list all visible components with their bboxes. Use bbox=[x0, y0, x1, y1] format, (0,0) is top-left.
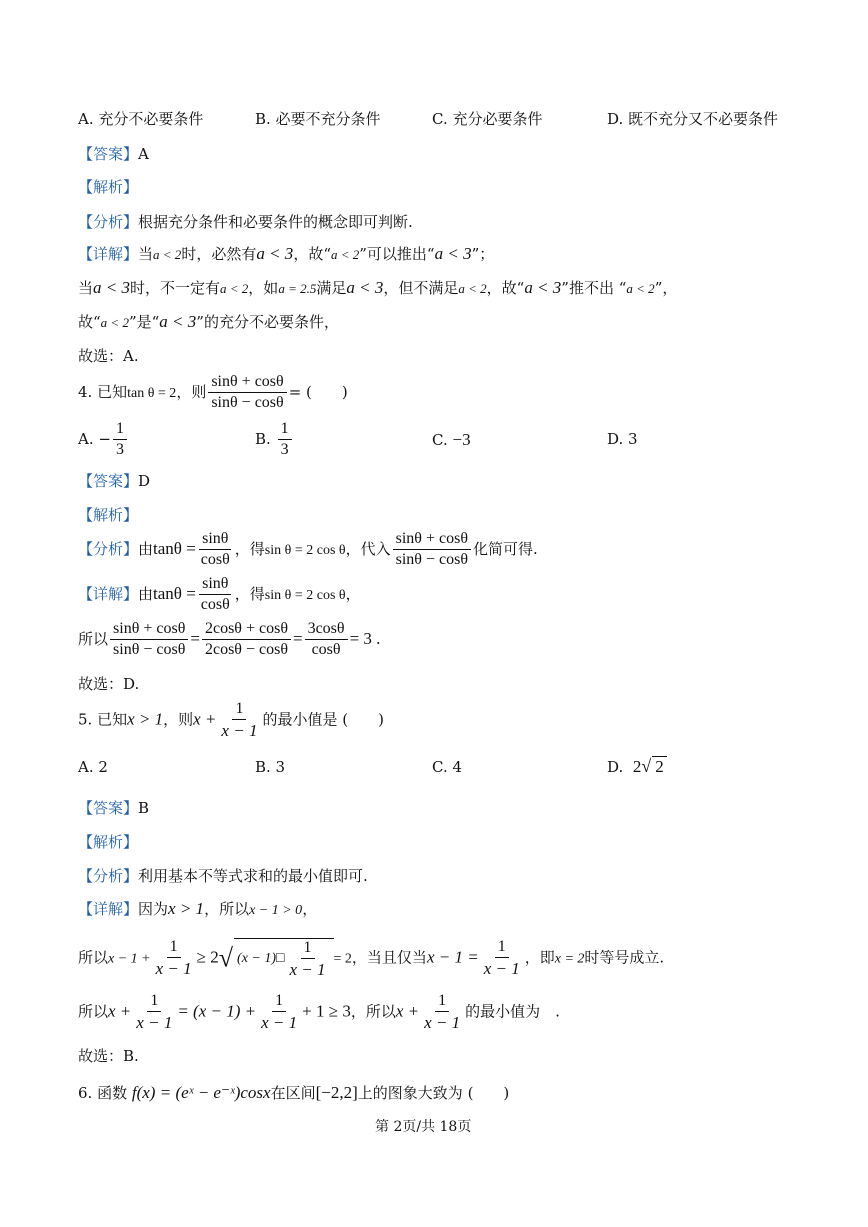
q3-option-c: C. 充分必要条件 bbox=[432, 110, 543, 128]
q3-fenxi: 【分析】根据充分条件和必要条件的概念即可判断. bbox=[78, 213, 413, 231]
q4-option-d: D. 3 bbox=[607, 430, 638, 448]
q3-option-d: D. 既不充分又不必要条件 bbox=[607, 110, 779, 128]
q4-detail-line2: 所以 $\frac{\sin\theta + \cos\theta}{\sin\theta - \cos\theta}$ = $\frac{2\cos\theta + \cos\theta}{2\cos\theta - \cos\theta}$ = $\frac{3\cos\theta}{\cos\theta}$ = 3 . bbox=[78, 620, 381, 659]
q3-detail-line3: 故“a < 2”是“a < 3”的充分不必要条件， bbox=[78, 312, 339, 331]
q5-answer: 【答案】B bbox=[78, 799, 150, 817]
q4-fenxi: 【分析】由tanθ = $\frac{\sin\theta}{\cos\theta}$ ，得sin θ = 2 cos θ，代入 $\frac{\sin\theta + \cos\theta}{\sin\theta - \cos\theta}$ 化简可得. bbox=[78, 530, 538, 569]
q5-stem: 5. 已知x > 1，则x + $\frac{1}{x - 1}$ 的最小值是 ( ) bbox=[78, 700, 384, 741]
q3-detail-line2: 当a < 3时，不一定有a < 2，如a = 2.5满足a < 3，但不满足a < 2，故“a < 3”推不出 “a < 2”， bbox=[78, 278, 678, 297]
q5-option-b: B. 3 bbox=[255, 758, 286, 776]
page-footer: 第 2页/共 18页 bbox=[375, 1119, 472, 1135]
q5-detail-line1: 【详解】因为x > 1，所以x − 1 > 0， bbox=[78, 899, 318, 918]
q3-detail-line1: 【详解】当a < 2时，必然有a < 3，故“a < 2”可以推出“a < 3”； bbox=[78, 244, 495, 263]
q5-conclusion: 故选：B. bbox=[78, 1047, 139, 1065]
q3-analysis-tag: 【解析】 bbox=[78, 178, 139, 196]
q4-conclusion: 故选：D. bbox=[78, 675, 140, 693]
q5-detail-line2: 所以x − 1 + $\frac{1}{x - 1}$ ≥ 2√ (x − 1)□ $\frac{1}{x - 1}$ = 2，当且仅当x − 1 = $\frac{1}{x - 1}$ ，即x = 2时等号成立. bbox=[78, 938, 665, 980]
q3-conclusion: 故选：A. bbox=[78, 347, 139, 365]
q4-option-b: B. $\frac{1}{3}$ bbox=[255, 420, 294, 460]
q4-option-c: C. −3 bbox=[432, 430, 471, 449]
q5-option-c: C. 4 bbox=[432, 758, 463, 776]
q4-answer: 【答案】D bbox=[78, 472, 151, 490]
q4-stem: 4. 已知tan θ = 2，则 $\frac{\sin\theta + \cos\theta}{\sin\theta - \cos\theta}$ = ( ) bbox=[78, 373, 348, 412]
q4-detail-line1: 【详解】由tanθ = $\frac{\sin\theta}{\cos\theta}$ ，得sin θ = 2 cos θ， bbox=[78, 575, 361, 614]
q3-option-b: B. 必要不充分条件 bbox=[255, 110, 381, 128]
q3-answer: 【答案】A bbox=[78, 145, 149, 163]
q5-option-a: A. 2 bbox=[78, 758, 108, 776]
q4-option-a: A. − $\frac{1}{3}$ bbox=[78, 420, 129, 460]
q5-option-d: D. 2√ 2 bbox=[607, 756, 667, 777]
q3-option-a: A. 充分不必要条件 bbox=[78, 110, 204, 128]
q6-stem: 6. 函数 f(x) = (eˣ − e⁻ˣ)cosx在区间[−2,2]上的图象大致为 ( ) bbox=[78, 1083, 510, 1102]
q5-fenxi: 【分析】利用基本不等式求和的最小值即可. bbox=[78, 867, 368, 885]
q5-analysis-tag: 【解析】 bbox=[78, 833, 139, 851]
q4-analysis-tag: 【解析】 bbox=[78, 506, 139, 524]
q5-detail-line3: 所以x + $\frac{1}{x - 1}$ = (x − 1) + $\frac{1}{x - 1}$ + 1 ≥ 3，所以x + $\frac{1}{x - 1}$ 的最小值为 . bbox=[78, 992, 560, 1033]
